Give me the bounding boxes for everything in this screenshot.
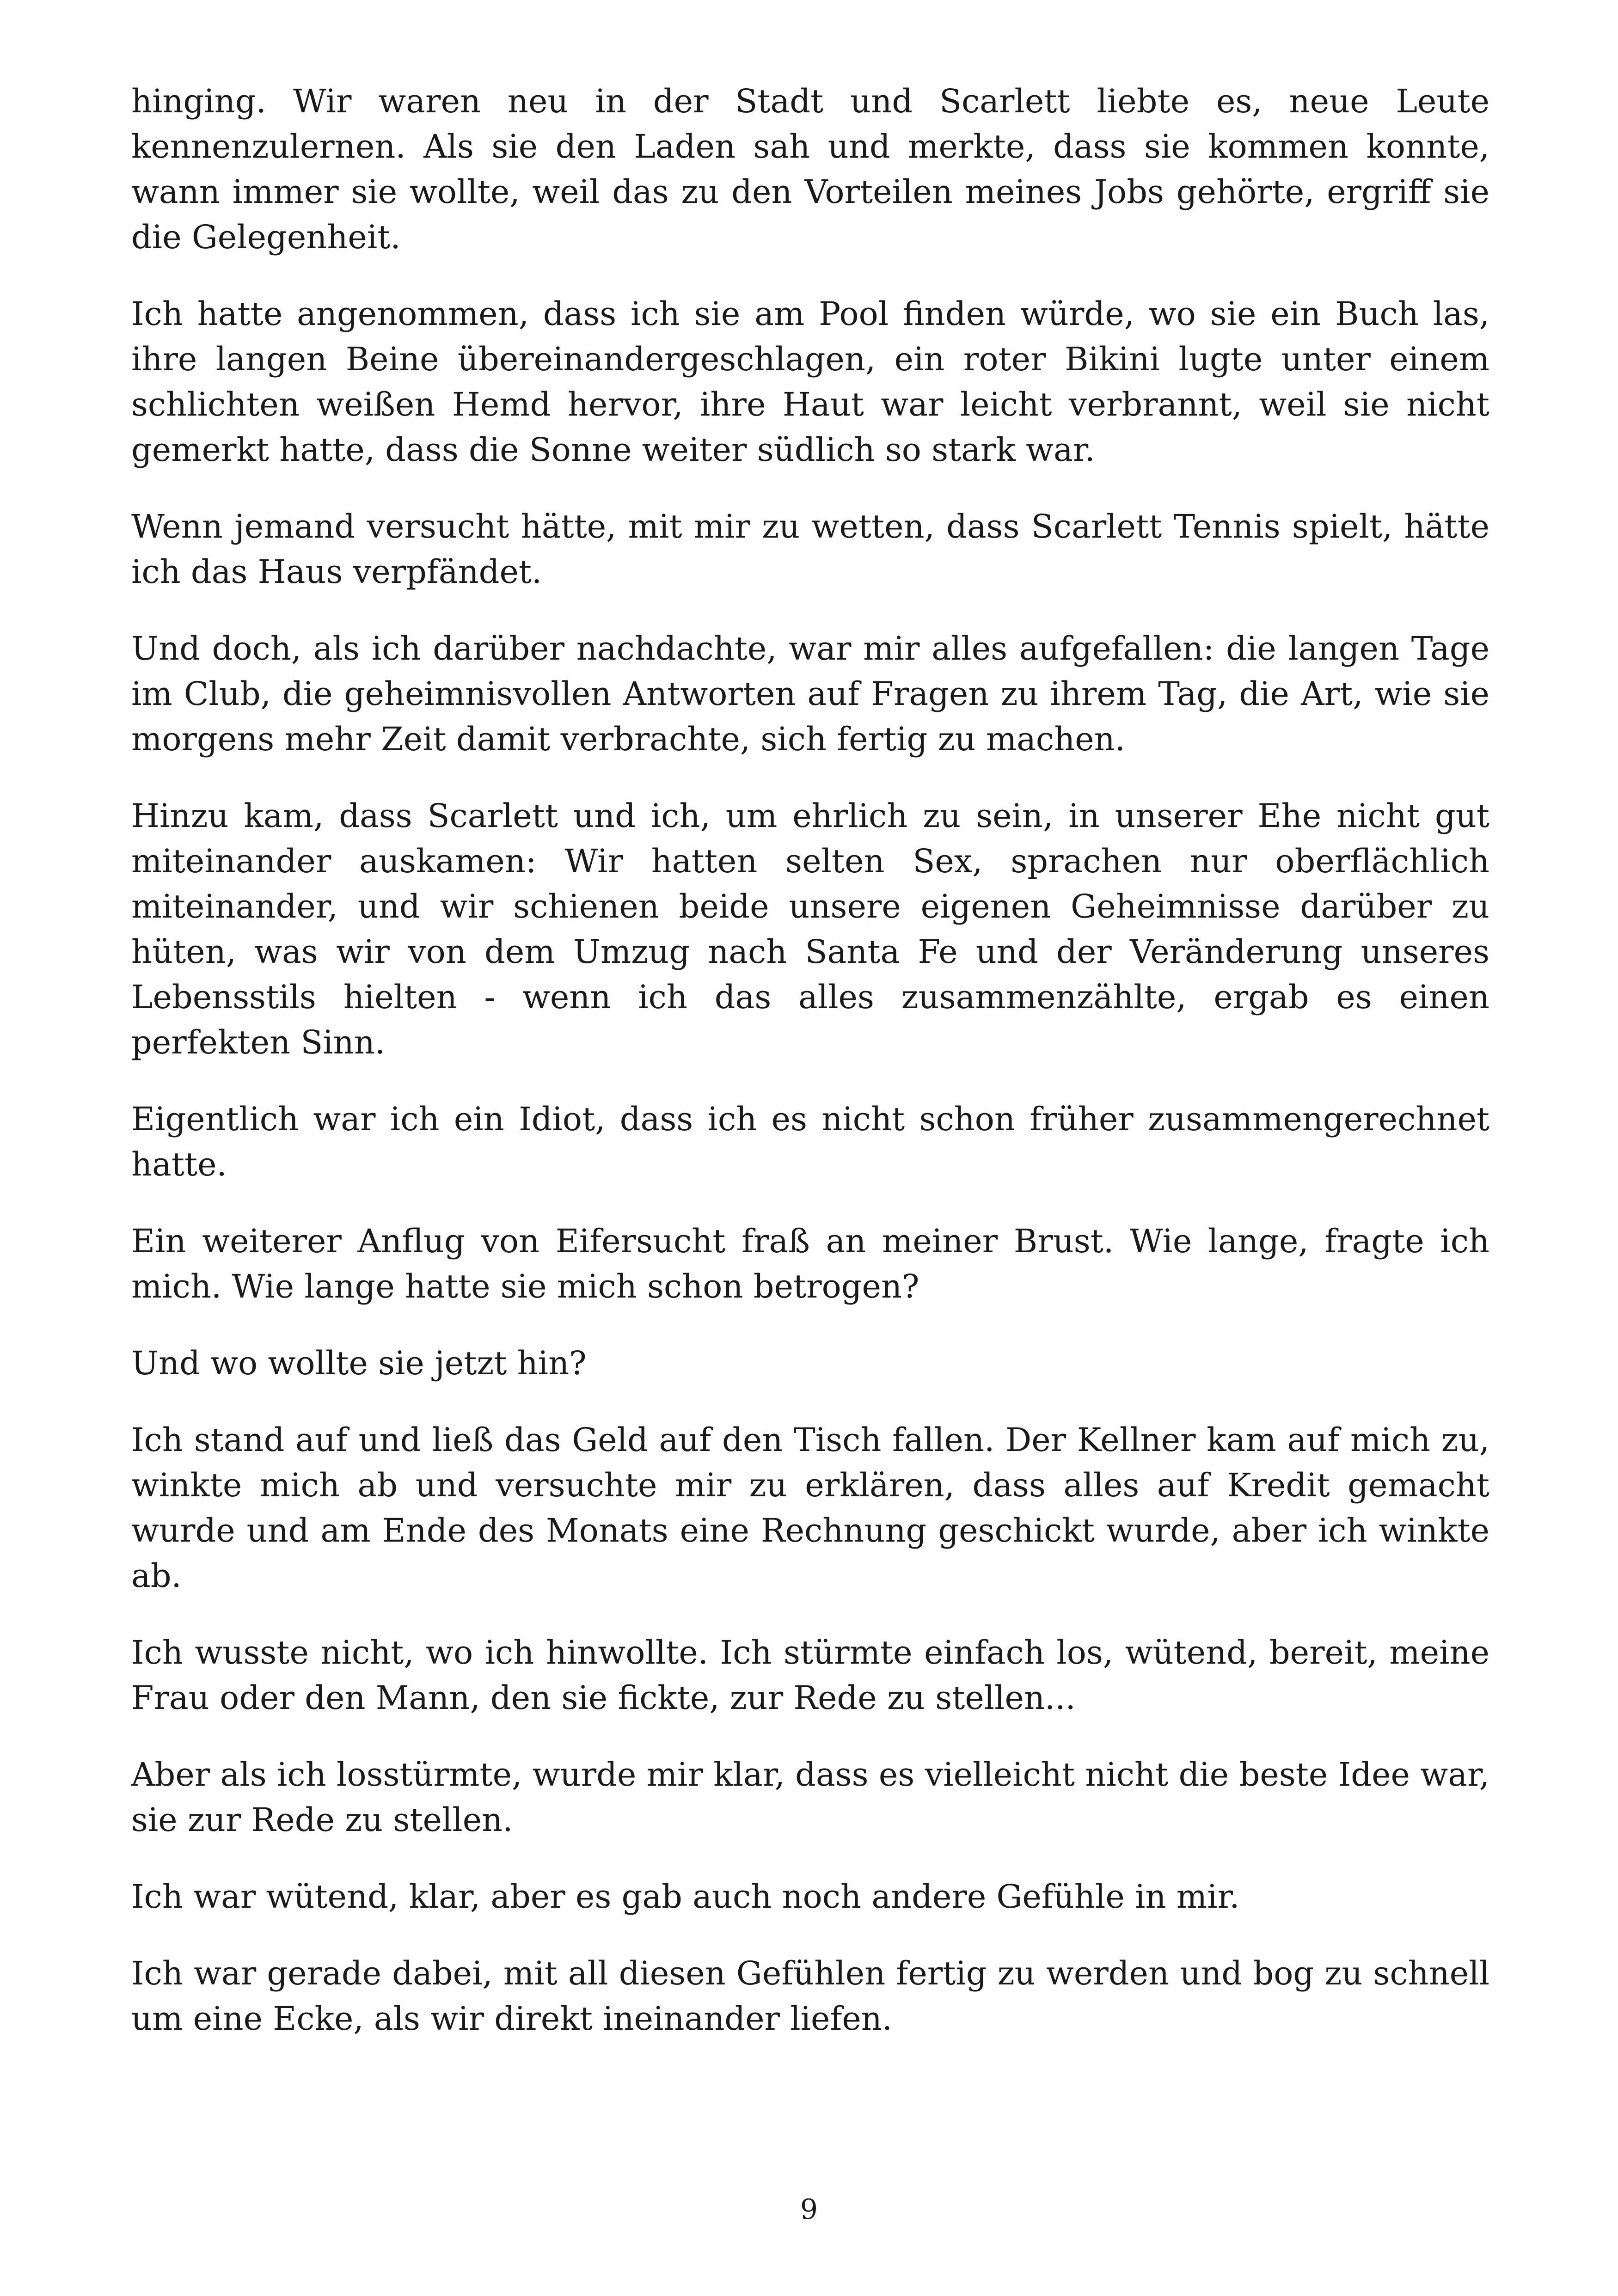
paragraph: Eigentlich war ich ein Idiot, dass ich es nicht schon früher zusammengerechnet hatte. xyxy=(131,1100,1489,1183)
paragraph: Ich stand auf und ließ das Geld auf den Tisch fallen. Der Kellner kam auf mich zu, winkte mich ab und versuchte mir zu erklären, dass alles auf Kredit gemacht wurde und am Ende des Monats eine Rechnung geschickt wurde, aber ich winkte ab. xyxy=(131,1421,1489,1595)
paragraph: Ein weiterer Anflug von Eifersucht fraß an meiner Brust. Wie lange, fragte ich mich. Wie lange hatte sie mich schon betrogen? xyxy=(131,1222,1489,1305)
paragraph: Ich war wütend, klar, aber es gab auch noch andere Gefühle in mir. xyxy=(131,1878,1240,1916)
paragraph: Ich war gerade dabei, mit all diesen Gefühlen fertig zu werden und bog zu schnell um eine Ecke, als wir direkt ineinander liefen. xyxy=(131,1954,1489,2038)
paragraph: Und doch, als ich darüber nachdachte, war mir alles aufgefallen: die langen Tage im Club, die geheimnisvollen Antworten auf Fragen zu ihrem Tag, die Art, wie sie morgens mehr Zeit damit verbrachte, sich fertig zu machen. xyxy=(131,630,1489,758)
body-text xyxy=(131,79,1489,2073)
paragraph: Aber als ich losstürmte, wurde mir klar, dass es vielleicht nicht die beste Idee war, sie zur Rede zu stellen. xyxy=(131,1756,1489,1839)
page-number: 9 xyxy=(800,2193,818,2226)
paragraph: Und wo wollte sie jetzt hin? xyxy=(131,1344,587,1382)
paragraph: Wenn jemand versucht hätte, mit mir zu wetten, dass Scarlett Tennis spielt, hätte ich das Haus verpfändet. xyxy=(131,508,1489,591)
paragraph: Hinzu kam, dass Scarlett und ich, um ehrlich zu sein, in unserer Ehe nicht gut miteinander auskamen: Wir hatten selten Sex, sprachen nur oberflächlich miteinander, und wir schienen beide unsere eigenen Geheimnisse darüber zu hüten, was wir von dem Umzug nach Santa Fe und der Veränderung unseres Lebensstils hielten - wenn ich das alles zusammenzählte, ergab es einen perfekten Sinn. xyxy=(131,797,1489,1061)
paragraph: Ich hatte angenommen, dass ich sie am Pool finden würde, wo sie ein Buch las, ihre langen Beine übereinandergeschlagen, ein roter Bikini lugte unter einem schlichten weißen Hemd hervor, ihre Haut war leicht verbrannt, weil sie nicht gemerkt hatte, dass die Sonne weiter südlich so stark war. xyxy=(131,295,1489,469)
paragraph: Ich wusste nicht, wo ich hinwollte. Ich stürmte einfach los, wütend, bereit, meine Frau oder den Mann, den sie fickte, zur Rede zu stellen... xyxy=(131,1634,1489,1717)
paragraph: hinging. Wir waren neu in der Stadt und Scarlett liebte es, neue Leute kennenzulernen. Als sie den Laden sah und merkte, dass sie kommen konnte, wann immer sie wollte, weil das zu den Vorteilen meines Jobs gehörte, ergriff sie die Gelegenheit. xyxy=(131,82,1489,256)
